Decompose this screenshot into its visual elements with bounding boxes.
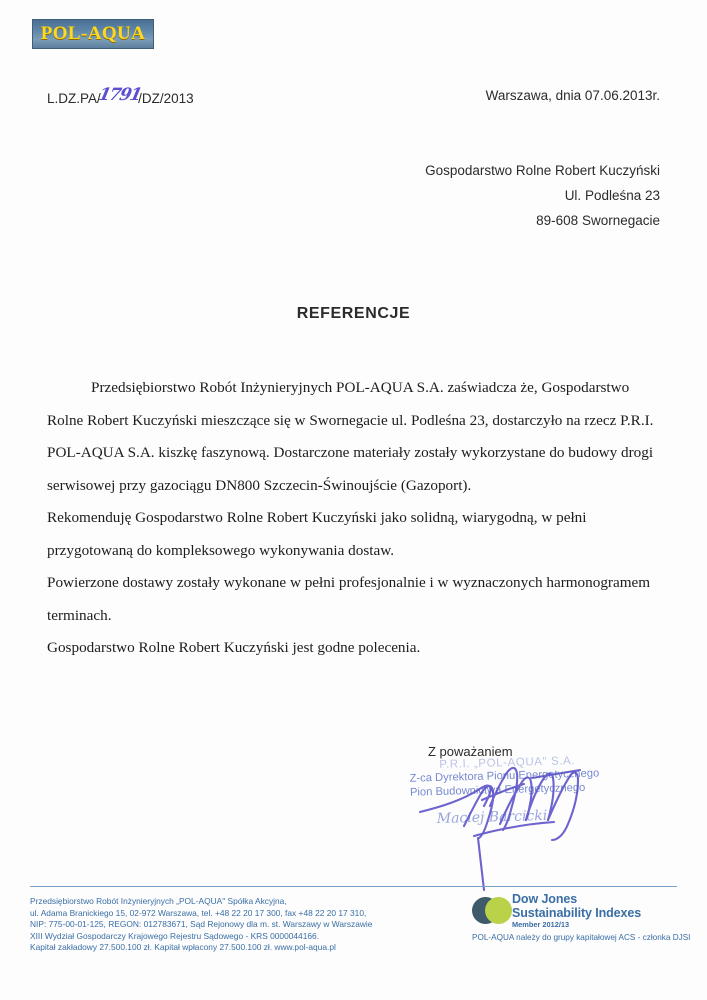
stamp-signer-name: Maciej Barcicki: [436, 807, 548, 827]
body-paragraph-1: Przedsiębiorstwo Robót Inżynieryjnych POL-AQUA S.A. zaświadcza że, Gospodarstwo Rolne Robert Kuczyński mieszczące się w Swornegacie ul. Podleśna 23, dostarczyło na rzecz P.R.I. POL-AQUA S.A. kiszkę faszynową. Dostarczone materiały zostały wykorzystane do budowy drogi serwisowej przy gazociągu DN800 Szczecin-Świnoujście (Gazoport).: [47, 379, 654, 494]
djsi-badge: [472, 892, 691, 943]
djsi-logo-row: [472, 893, 687, 928]
reference-handwritten-number: 1791: [96, 85, 143, 105]
footer-line-2: ul. Adama Branickiego 15, 02-972 Warszawa, tel. +48 22 20 17 300, fax +48 22 20 17 310,: [30, 907, 367, 918]
footer-company-details: [30, 896, 372, 954]
djsi-tagline: POL-AQUA należy do grupy kapitałowej ACS - członka DJSI: [472, 933, 691, 943]
document-body: [47, 372, 663, 665]
stamp-position-line: Z-ca Dyrektora Pionu Energetycznego: [409, 767, 600, 785]
pol-aqua-logo: [32, 19, 154, 49]
footer-divider: [30, 886, 677, 887]
reference-number: [47, 85, 194, 108]
footer-line-4: XIII Wydział Gospodarczy Krajowego Rejestru Sądowego - KRS 0000044166.: [30, 930, 320, 941]
addressee-line-city: 89-608 Swornegacie: [536, 213, 660, 228]
signature-block: [404, 740, 654, 890]
footer-line-5: Kapitał zakładowy 27.500.100 zł. Kapitał wpłacony 27.500.100 zł. www.pol-aqua.pl: [30, 942, 336, 953]
footer-line-3: NIP: 775-00-01-125, REGON: 012783671, Sąd Rejonowy dla m. st. Warszawy w Warszawie: [30, 919, 373, 930]
reference-suffix: /DZ/2013: [138, 91, 194, 106]
addressee-block: [425, 158, 660, 233]
djsi-line-sustainability: Sustainability Indexes: [512, 905, 642, 920]
closing-salutation: Z poważaniem: [428, 744, 513, 759]
stamp-company-line: P.R.I. „POL-AQUA" S.A.: [439, 755, 576, 771]
body-paragraph-2: Rekomenduję Gospodarstwo Rolne Robert Kuczyński jako solidną, wiarygodną, w pełni przygotowaną do kompleksowego wykonywania dostaw.: [47, 509, 587, 559]
djsi-line-dow-jones: Dow Jones: [512, 892, 578, 906]
djsi-line-member: Member 2012/13: [512, 920, 570, 929]
document-title: REFERENCJE: [296, 305, 411, 322]
addressee-line-name: Gospodarstwo Rolne Robert Kuczyński: [425, 163, 660, 178]
body-paragraph-3: Powierzone dostawy zostały wykonane w pełni profesjonalnie i w wyznaczonych harmonogramem terminach.: [47, 574, 651, 624]
stamp-division-line: Pion Budownictwa Energetycznego: [409, 781, 586, 799]
place-and-date: Warszawa, dnia 07.06.2013r.: [485, 88, 660, 103]
djsi-wordmark: [512, 893, 641, 928]
djsi-circles-icon: [472, 896, 512, 925]
company-stamp: [409, 754, 607, 827]
djsi-circle-shape: [485, 897, 512, 924]
reference-prefix: L.DZ.PA/: [47, 91, 101, 106]
body-paragraph-4: Gospodarstwo Rolne Robert Kuczyński jest godne polecenia.: [47, 639, 421, 656]
addressee-line-street: Ul. Podleśna 23: [564, 188, 660, 203]
footer-line-1: Przedsiębiorstwo Robót Inżynieryjnych „POL-AQUA" Spółka Akcyjna,: [30, 896, 287, 906]
pol-aqua-logo-text: POL-AQUA: [40, 23, 146, 44]
